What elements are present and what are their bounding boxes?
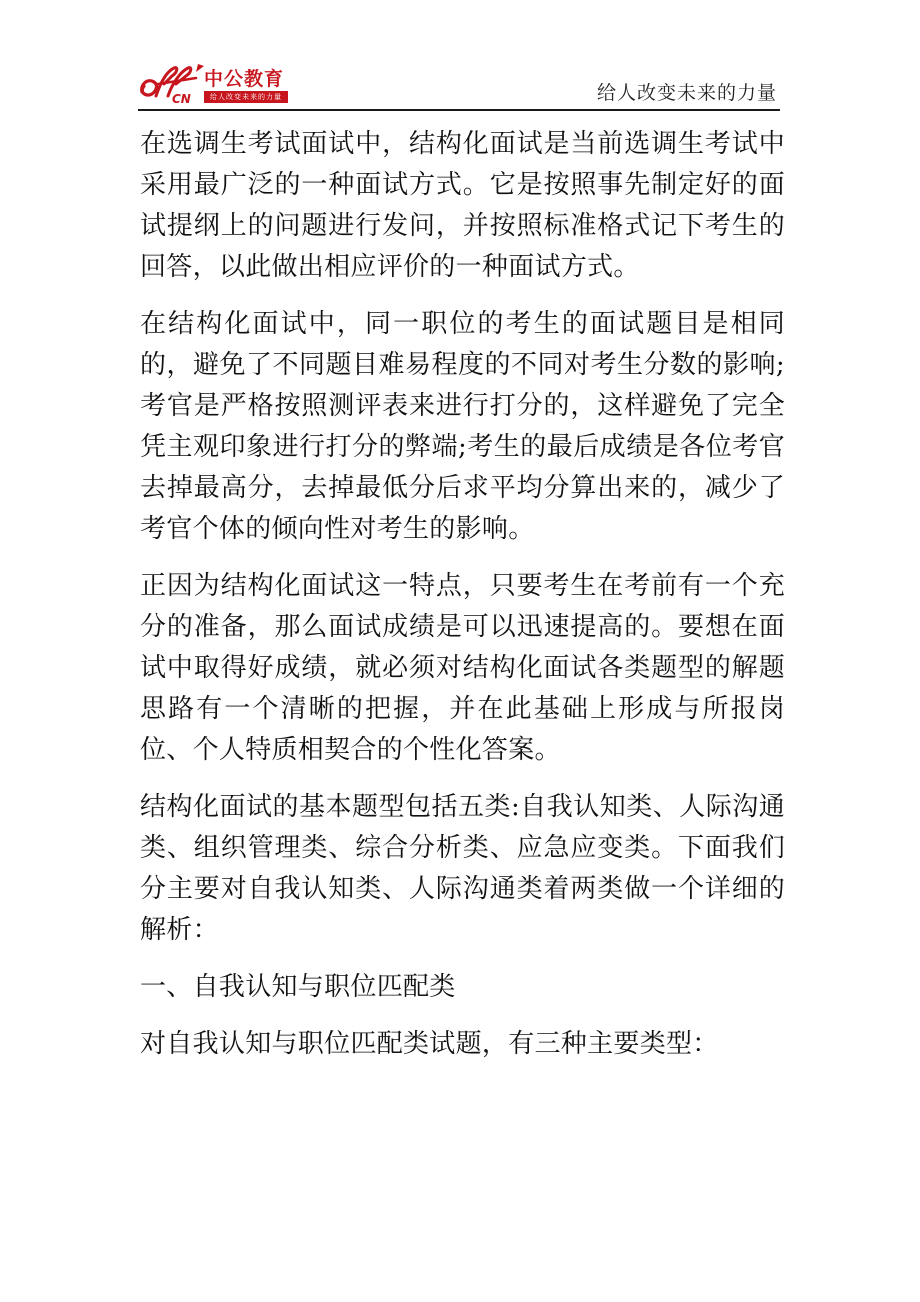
paragraph-fairness: 在结构化面试中，同一职位的考生的面试题目是相同的，避免了不同题目难易程度的不同对考生分数的影响;考官是严格按照测评表来进行打分的，这样避免了完全凭主观印象进行打分的弊端;考生的最后成绩是各位考官去掉最高分，去掉最低分后求平均分算出来的，减少了考官个体的倾向性对考生的影响。 (140, 309, 785, 544)
offcn-logo (138, 58, 298, 106)
paragraph-question-types: 结构化面试的基本题型包括五类:自我认知类、人际沟通类、组织管理类、综合分析类、应急应变类。下面我们分主要对自我认知类、人际沟通类着两类做一个详细的解析： (140, 792, 785, 945)
document-body (140, 124, 785, 1081)
offcn-logo-icon (138, 62, 208, 104)
page-header (0, 0, 920, 112)
header-divider (138, 109, 780, 111)
brand-name: 中公教育 (204, 68, 285, 90)
paragraph-section-intro: 对自我认知与职位匹配类试题，有三种主要类型： (140, 1029, 719, 1059)
brand-tagline: 给人改变未来的力量 (204, 91, 288, 103)
paragraph-intro: 在选调生考试面试中，结构化面试是当前选调生考试中采用最广泛的一种面试方式。它是按照事先制定好的面试提纲上的问题进行发问，并按照标准格式记下考生的回答，以此做出相应评价的一种面试方式。 (140, 129, 785, 282)
section-heading: 一、自我认知与职位匹配类 (140, 972, 456, 1002)
header-slogan: 给人改变未来的力量 (596, 82, 777, 104)
svg-text:CN: CN (172, 92, 191, 104)
paragraph-preparation: 正因为结构化面试这一特点，只要考生在考前有一个充分的准备，那么面试成绩是可以迅速提高的。要想在面试中取得好成绩，就必须对结构化面试各类题型的解题思路有一个清晰的把握，并在此基础上形成与所报岗位、个人特质相契合的个性化答案。 (140, 571, 785, 765)
